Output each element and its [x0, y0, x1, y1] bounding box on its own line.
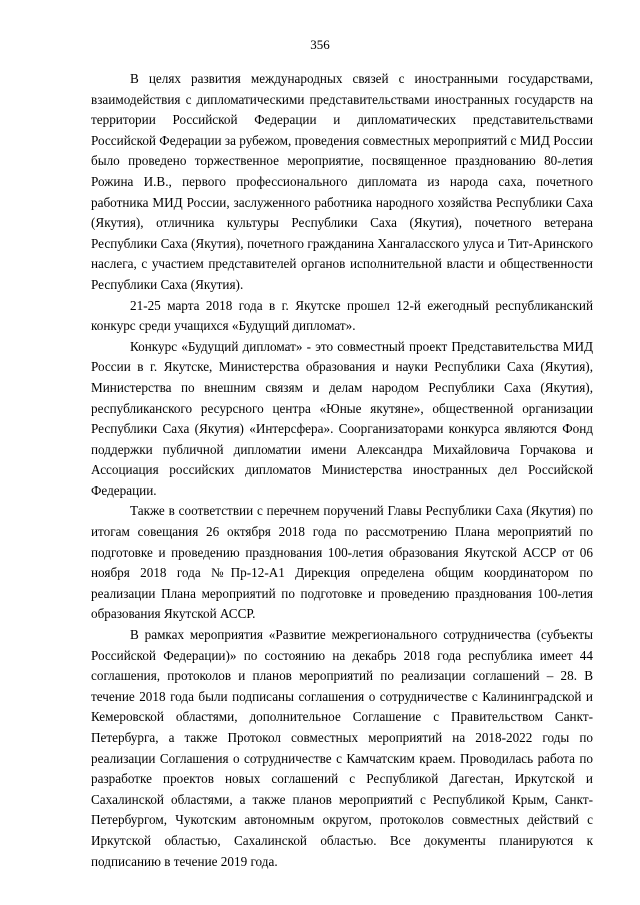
paragraph-anniversary-directorate: Также в соответствии с перечнем поручений Главы Республики Саха (Якутия) по итогам совещания 26 октября 2018 года по рассмотрению Плана мероприятий по подготовке и проведению празднования 100-летия образования Якутской АССР от 06 ноября 2018 года №Пр-12-А1 Дирекция определена общим координатором по реализации Плана мероприятий по подготовке и проведению празднования 100-летия образования Якутской АССР. — [91, 503, 593, 622]
paragraph-contest-organizers: Конкурс «Будущий дипломат» - это совместный проект Представительства МИД России в г. Якутске, Министерства образования и науки Республики Саха (Якутия), Министерства по внешним связям и делам народом Республики Саха (Якутия), республиканского ресурсного центра «Юные якутяне», общественной организации Республики Саха (Якутия) «Интерсфера». Соорганизаторами конкурса являются Фонд поддержки публичной дипломатии имени Александра Михайловича Горчакова и Ассоциация российских дипломатов Министерства иностранных дел Российской Федерации. — [91, 338, 593, 498]
paragraph-contest-announcement: 21-25 марта 2018 года в г. Якутске прошел 12-й ежегодный республиканский конкурс среди учащихся «Будущий дипломат». — [91, 297, 593, 334]
paragraph-international-relations: В целях развития международных связей с иностранными государствами, взаимодействия с дипломатическими представительствами иностранных государств на территории Российской Федерации и дипломатических представительствами Российской Федерации за рубежом, проведения совместных мероприятий с МИД России было проведено торжественное мероприятие, посвященное празднованию 80-летия Рожина И.В., первого профессионального дипломата из народа саха, почетного работника МИД России, заслуженного работника народного хозяйства Республики Саха (Якутия), отличника культуры Республики Саха (Якутия), почетного ветерана Республики Саха (Якутия), почетного гражданина Хангаласского улуса и Тит-Аринского наслега, с участием представителей органов исполнительной власти и общественности Республики Саха (Якутия). — [91, 71, 593, 292]
page-number: 356 — [310, 37, 330, 52]
document-body — [91, 69, 593, 872]
paragraph-interregional-cooperation: В рамках мероприятия «Развитие межрегионального сотрудничества (субъекты Российской Федерации)» по состоянию на декабрь 2018 года республика имеет 44 соглашения, протоколов и планов мероприятий по реализации соглашений – 28. В течение 2018 года были подписаны соглашения о сотрудничестве с Калининградской и Кемеровской областями, дополнительное Соглашение с Правительством Санкт-Петербурга, а также Протокол совместных мероприятий на 2018-2022 годы по реализации Соглашения о сотрудничестве с Камчатским краем. Проводилась работа по разработке проектов новых соглашений с Республикой Дагестан, Иркутской и Сахалинской областями, а также планов мероприятий с Республикой Крым, Санкт-Петербургом, Чукотским автономным округом, протоколов совместных действий с Иркутской областью, Сахалинской областью. Все документы планируются к подписанию в течение 2019 года. — [91, 627, 593, 869]
